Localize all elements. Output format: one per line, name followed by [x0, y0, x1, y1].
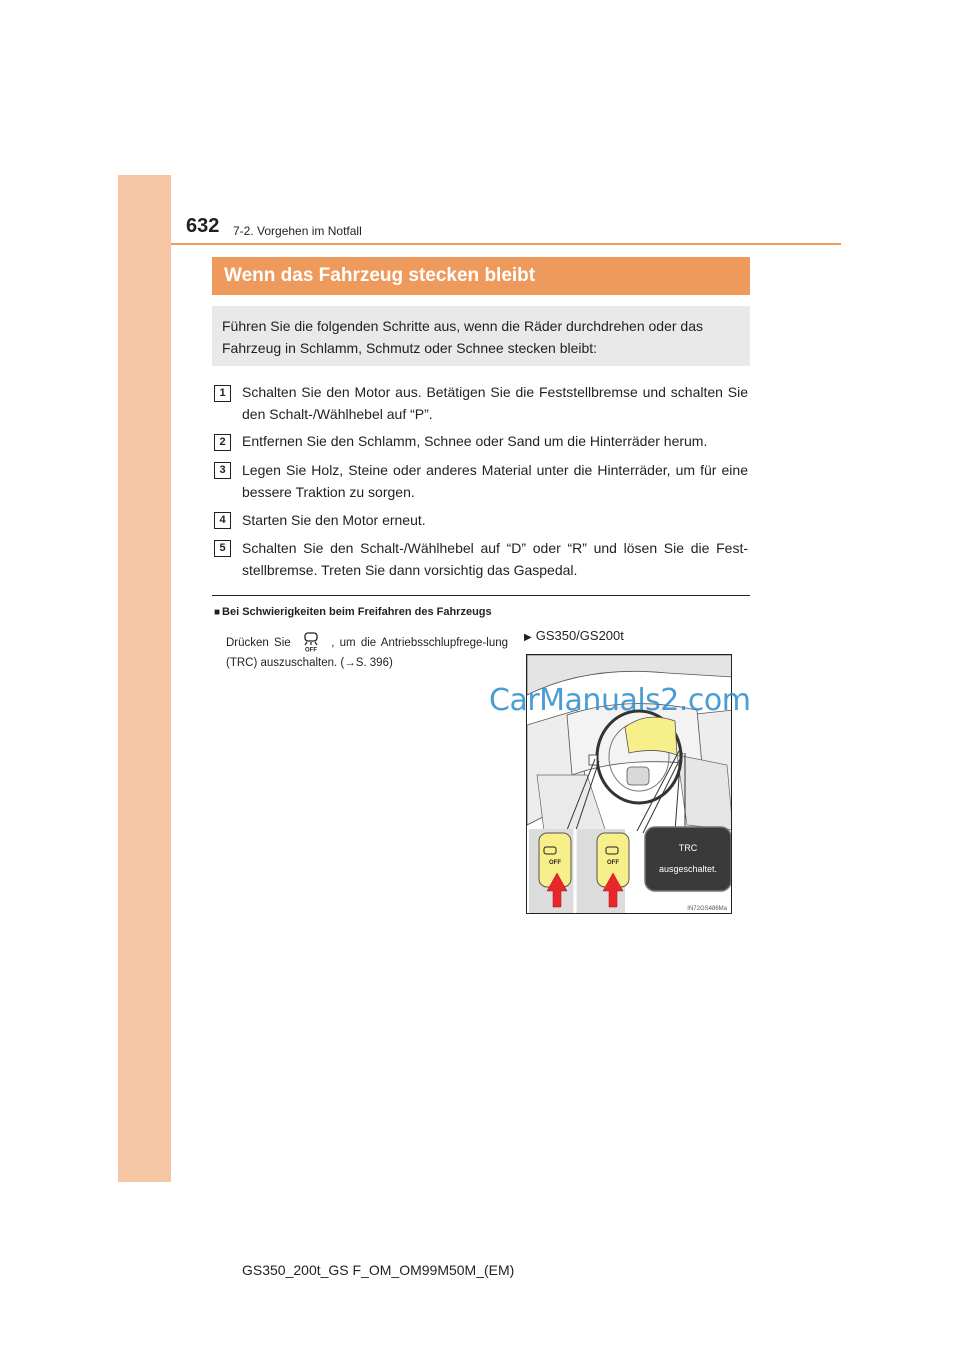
chapter-sidebar-tab [118, 175, 171, 1182]
hint-bullet: ■ [214, 607, 221, 618]
step-text-4: Starten Sie den Motor erneut. [242, 512, 426, 528]
hint-text [226, 632, 508, 673]
hint-heading [214, 606, 492, 618]
hint-text-before: Drücken Sie [226, 637, 291, 649]
model-arrow-icon: ▶ [524, 632, 532, 643]
section-title: Wenn das Fahrzeug stecken bleibt [212, 257, 750, 295]
section-divider [212, 595, 750, 596]
intro-box [212, 306, 750, 366]
figure-code: IN72GS486Ma [687, 906, 727, 912]
step-number-2: 2 [214, 434, 231, 451]
step-number-4: 4 [214, 512, 231, 529]
step-number-1: 1 [214, 385, 231, 402]
step-text-1: Schalten Sie den Motor aus. Betätigen Sie die Feststellbremse und schalten Sie den Schalt-/Wählhebel auf “P”. [242, 384, 748, 422]
page-number: 632 [186, 215, 220, 237]
step-text-2: Entfernen Sie den Schlamm, Schnee oder Sand um die Hinterräder herum. [242, 433, 708, 449]
section-reference: 7-2. Vorgehen im Notfall [233, 224, 362, 238]
step-text-5: Schalten Sie den Schalt-/Wählhebel auf “D” oder “R” und lösen Sie die Fest-stellbremse. Treten Sie dann vorsichtig das Gaspedal. [242, 540, 748, 578]
step-number-3: 3 [214, 462, 231, 479]
trc-off-icon-label: OFF [304, 647, 317, 652]
document-id: GS350_200t_GS F_OM_OM99M50M_(EM) [242, 1262, 515, 1278]
button-label-left: OFF [549, 860, 561, 866]
intro-text: Führen Sie die folgenden Schritte aus, wenn die Räder durchdrehen oder das Fahrzeug in Schlamm, Schmutz oder Schnee stecken bleibt: [222, 318, 703, 356]
model-label [524, 628, 624, 643]
step-number-5: 5 [214, 540, 231, 557]
step-text-3: Legen Sie Holz, Steine oder anderes Material unter die Hinterräder, um für eine bessere Traktion zu sorgen. [242, 462, 748, 500]
button-label-right: OFF [607, 860, 619, 866]
header-rule [171, 243, 841, 245]
display-text-status: ausgeschaltet. [658, 864, 718, 874]
hint-heading-text: Bei Schwierigkeiten beim Freifahren des Fahrzeugs [222, 606, 492, 618]
trc-off-icon [300, 632, 322, 652]
model-label-text: GS350/GS200t [535, 628, 624, 643]
watermark: CarManuals2.com [489, 683, 751, 718]
hint-text-after: , um die Antriebsschlupfrege-lung (TRC) auszuschalten. (→S. 396) [226, 637, 509, 669]
display-text-trc: TRC [678, 843, 698, 853]
